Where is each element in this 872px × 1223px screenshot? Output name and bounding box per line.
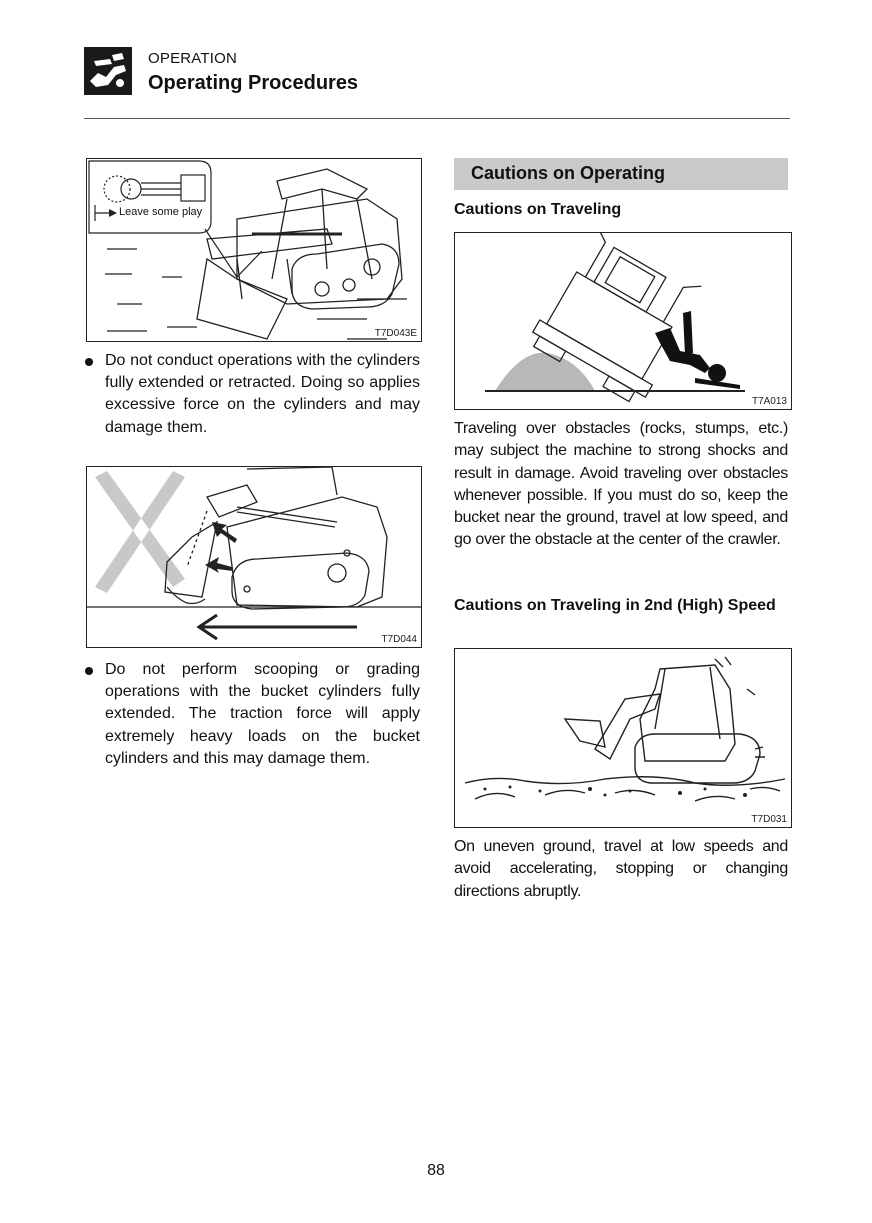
traveling-paragraph: Traveling over obstacles (rocks, stumps, etc.) may subject the machine to strong shocks and result in damage. Avoid traveling over obstacles whenever possible. If you must do so, keep the bucket near the ground, travel at low speed, and go over the obstacle at the center of the crawler. xyxy=(454,420,788,549)
section-label: OPERATION xyxy=(148,50,238,67)
bullet-text: Do not conduct operations with the cylinders fully extended or retracted. Doing so applies excessive force on the cylinders and may damage them. xyxy=(105,352,420,436)
bullet-dot xyxy=(85,358,93,366)
prohibited-operation-illustration xyxy=(87,467,421,647)
uneven-ground-illustration xyxy=(455,649,791,827)
page-number: 88 xyxy=(427,1162,445,1179)
figure-code: T7A013 xyxy=(751,396,787,407)
figure-code: T7D031 xyxy=(751,814,787,825)
section-banner xyxy=(454,158,788,190)
page-title: Operating Procedures xyxy=(148,72,359,94)
hand-lever-icon xyxy=(84,47,132,95)
track-loader-illustration xyxy=(87,159,421,341)
inset-label: Leave some play xyxy=(119,206,203,218)
bullet-dot xyxy=(85,667,93,675)
high-speed-paragraph: On uneven ground, travel at low speeds and avoid accelerating, stopping or changing directions abruptly. xyxy=(454,838,788,900)
figure-traveling-obstacle xyxy=(454,232,792,410)
figure-cylinder-play xyxy=(86,158,422,342)
tipping-machine-illustration xyxy=(455,233,791,409)
bullet-cylinders-extended xyxy=(105,350,420,439)
figure-high-speed xyxy=(454,648,792,828)
header-divider xyxy=(84,118,790,119)
figure-scooping-prohibited xyxy=(86,466,422,648)
bullet-text: Do not perform scooping or grading operations with the bucket cylinders fully extended. The traction force will apply extremely heavy loads on the bucket cylinders and this may damage them. xyxy=(105,661,420,767)
figure-code: T7D044 xyxy=(381,634,417,645)
bullet-scooping-grading xyxy=(105,659,420,770)
figure-code: T7D043E xyxy=(374,328,417,339)
subheading-high-speed: Cautions on Traveling in 2nd (High) Speed xyxy=(454,597,776,614)
subheading-traveling: Cautions on Traveling xyxy=(454,201,622,218)
banner-title: Cautions on Operating xyxy=(471,163,666,183)
